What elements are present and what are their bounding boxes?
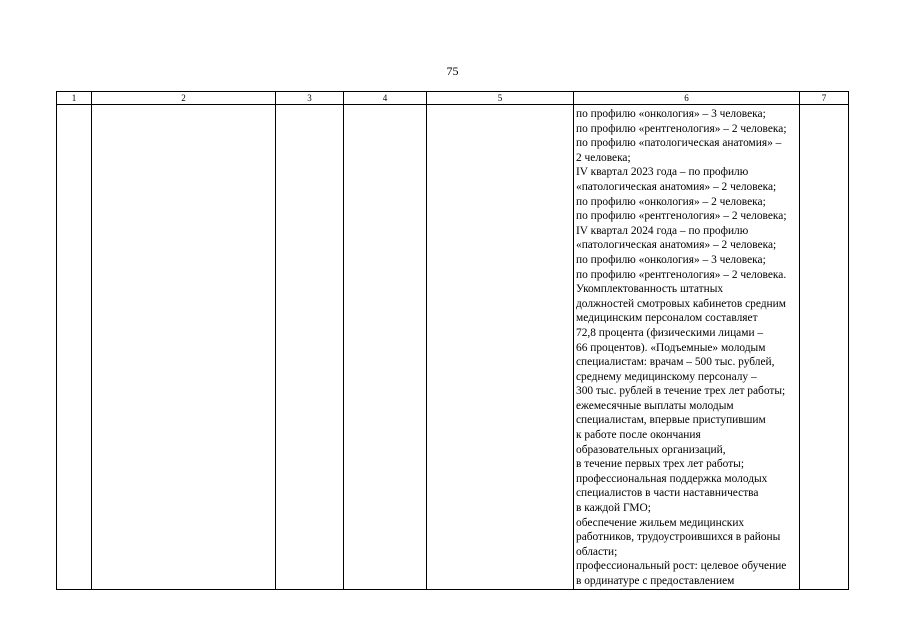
header-row xyxy=(57,92,849,105)
text-line: к работе после окончания xyxy=(576,429,701,442)
text-line: по профилю «онкология» – 3 человека; xyxy=(576,108,766,120)
text-line: «патологическая анатомия» – 2 человека; xyxy=(576,180,777,193)
cell-col-6-text xyxy=(574,105,800,590)
cell-col-5 xyxy=(427,105,574,590)
cell-col-7 xyxy=(800,105,849,590)
text-line: специалистам: врачам – 500 тыс. рублей, xyxy=(576,356,775,369)
text-line: медицинским персоналом составляет xyxy=(576,312,758,325)
table-row xyxy=(57,105,849,590)
text-line: 72,8 процента (физическими лицами – xyxy=(576,326,764,339)
cell-col-1 xyxy=(57,105,92,590)
text-line: специалистам, впервые приступившим xyxy=(576,414,766,427)
text-line: 300 тыс. рублей в течение трех лет работы; xyxy=(576,385,786,398)
text-line: по профилю «онкология» – 2 человека; xyxy=(576,195,766,208)
text-line: ежемесячные выплаты молодым xyxy=(576,399,734,412)
text-line: области; xyxy=(576,545,618,558)
col-header-7: 7 xyxy=(800,92,849,105)
text-line: по профилю «рентгенология» – 2 человека; xyxy=(576,210,787,223)
text-line: профессиональный рост: целевое обучение xyxy=(576,560,787,573)
text-line: в течение первых трех лет работы; xyxy=(576,458,744,471)
col-header-1: 1 xyxy=(57,92,92,105)
col-header-3: 3 xyxy=(276,92,344,105)
text-line: обеспечение жильем медицинских xyxy=(576,516,745,529)
text-line: профессиональная поддержка молодых xyxy=(576,472,768,485)
cell-col-2 xyxy=(92,105,276,590)
text-line: 2 человека; xyxy=(576,151,631,164)
text-line: по профилю «патологическая анатомия» – xyxy=(576,137,782,150)
text-line: IV квартал 2024 года – по профилю xyxy=(576,224,749,237)
text-line: специалистов в части наставничества xyxy=(576,487,759,500)
cell-col-4 xyxy=(344,105,427,590)
text-line: по профилю «рентгенология» – 2 человека. xyxy=(576,268,787,281)
text-line: 66 процентов). «Подъемные» молодым xyxy=(576,341,766,354)
text-line: IV квартал 2023 года – по профилю xyxy=(576,166,749,179)
col-header-4: 4 xyxy=(344,92,427,105)
text-line: по профилю «рентгенология» – 2 человека; xyxy=(576,122,787,135)
text-line: «патологическая анатомия» – 2 человека; xyxy=(576,239,777,252)
col-header-5: 5 xyxy=(427,92,574,105)
text-line: среднему медицинскому персоналу – xyxy=(576,370,757,383)
col6-lines xyxy=(576,107,797,589)
text-line: Укомплектованность штатных xyxy=(576,283,724,296)
text-line: в ординатуре с предоставлением xyxy=(576,575,735,587)
text-line: должностей смотровых кабинетов средним xyxy=(576,297,786,310)
cell-col-3 xyxy=(276,105,344,590)
text-line: в каждой ГМО; xyxy=(576,502,651,515)
text-line: работников, трудоустроившихся в районы xyxy=(576,531,781,544)
col-header-6: 6 xyxy=(574,92,800,105)
col-header-2: 2 xyxy=(92,92,276,105)
document-table xyxy=(56,91,849,590)
page-number: 75 xyxy=(446,64,459,78)
text-line: образовательных организаций, xyxy=(576,443,726,456)
text-line: по профилю «онкология» – 3 человека; xyxy=(576,253,766,266)
